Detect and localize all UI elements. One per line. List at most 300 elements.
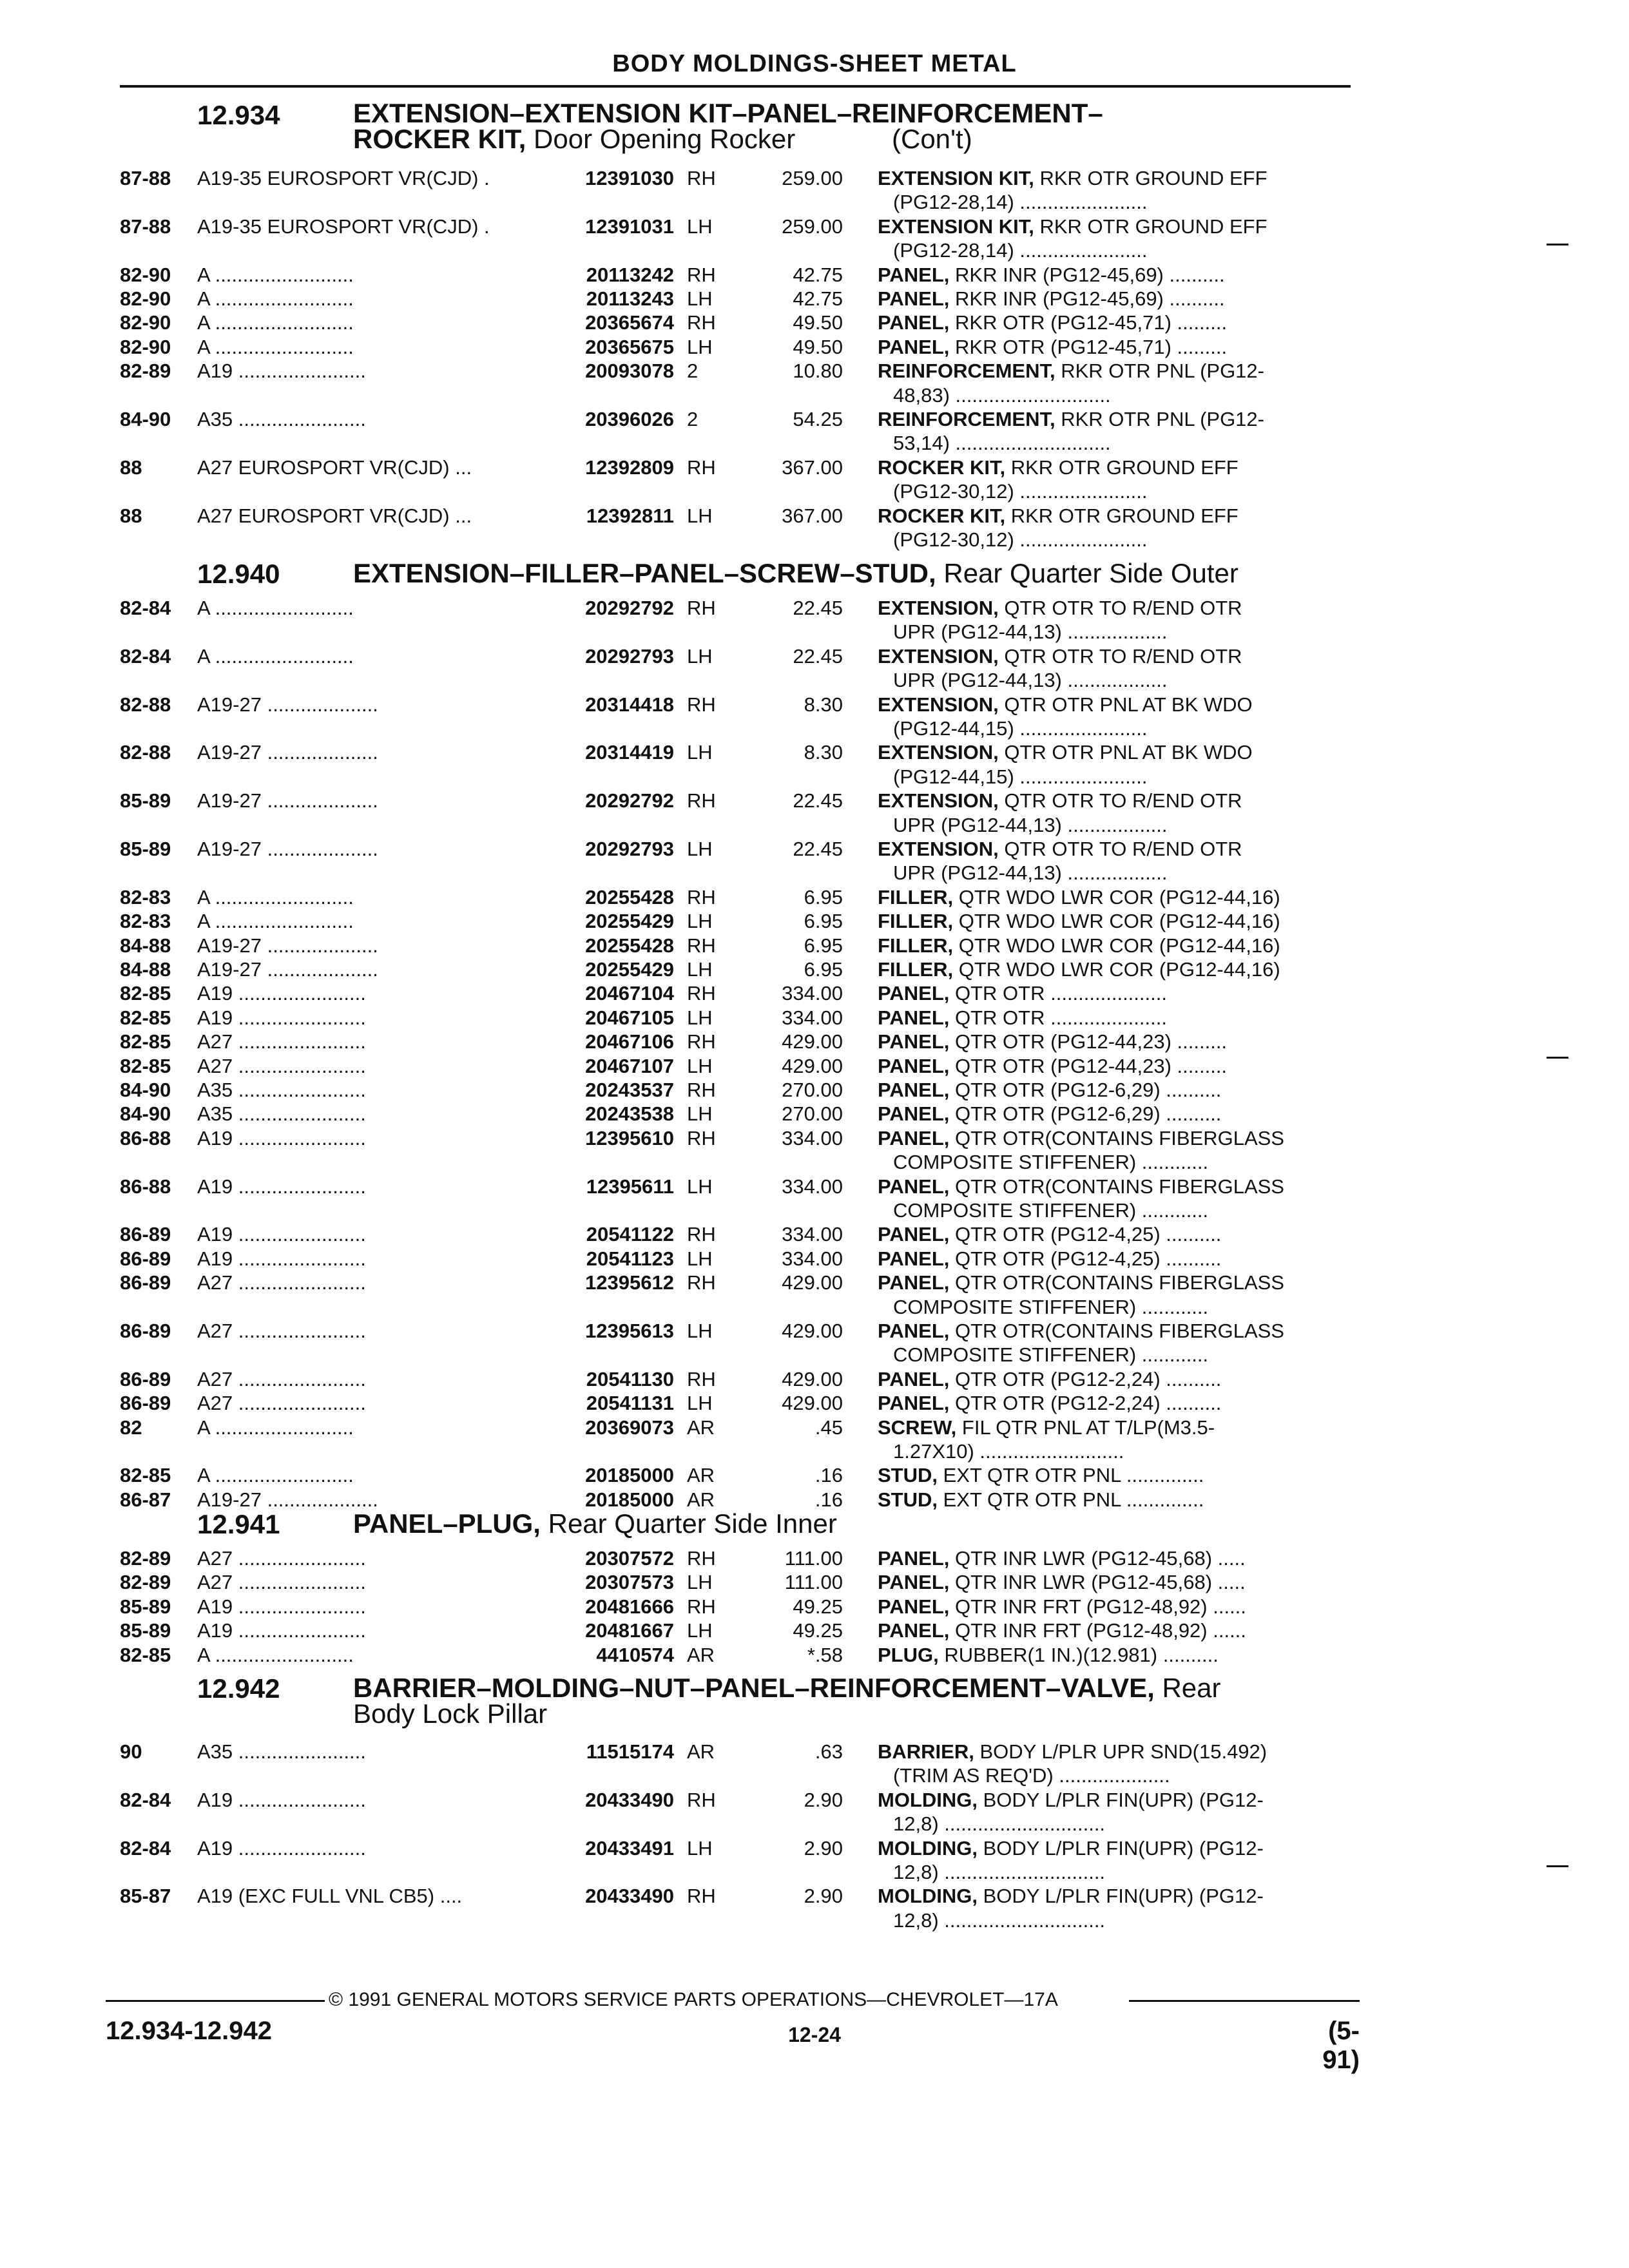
part-detail: QTR OTR(CONTAINS FIBERGLASS <box>949 1175 1284 1198</box>
model-year: 82-90 <box>120 311 171 334</box>
part-name: EXTENSION, <box>878 838 999 860</box>
quantity: AR <box>687 1416 715 1439</box>
part-description <box>878 1570 1342 1595</box>
model-year: 82-88 <box>120 693 171 716</box>
part-detail: QTR OTR TO R/END OTR <box>998 838 1242 860</box>
model-code: A ......................... <box>197 910 354 933</box>
part-number: 20255429 <box>585 958 674 981</box>
section-number: 12.941 <box>197 1509 280 1539</box>
part-detail: QTR INR LWR (PG12-45,68) ..... <box>949 1547 1246 1570</box>
part-description-continued: 1.27X10) .......................... <box>893 1440 1124 1463</box>
model-code: A19-27 .................... <box>197 1488 378 1511</box>
part-name: EXTENSION, <box>878 597 999 619</box>
price: *.58 <box>807 1643 843 1666</box>
part-name: EXTENSION, <box>878 789 999 812</box>
part-number: 20185000 <box>585 1488 674 1511</box>
part-number: 12391031 <box>585 215 674 238</box>
part-description <box>878 1126 1342 1151</box>
part-description <box>878 1488 1342 1512</box>
part-description-continued: UPR (PG12-44,13) .................. <box>893 861 1168 885</box>
price: 367.00 <box>782 456 843 479</box>
quantity: RH <box>687 311 716 334</box>
part-detail: QTR OTR TO R/END OTR <box>998 644 1242 668</box>
part-number: 20541131 <box>586 1392 674 1415</box>
price: 22.45 <box>793 597 843 619</box>
part-description <box>878 311 1342 335</box>
model-code: A19-27 .................... <box>197 838 378 860</box>
part-description-continued: (PG12-30,12) ....................... <box>893 528 1148 551</box>
part-number: 20243538 <box>585 1102 674 1126</box>
part-detail: EXT QTR OTR PNL .............. <box>938 1488 1204 1511</box>
model-year: 87-88 <box>120 215 171 238</box>
model-code: A ......................... <box>197 263 354 286</box>
part-name: STUD, <box>878 1464 938 1487</box>
part-number: 20314419 <box>585 741 674 764</box>
section-title-bold: BARRIER–MOLDING–NUT–PANEL–REINFORCEMENT–VALVE, <box>353 1673 1155 1703</box>
quantity: LH <box>687 1247 713 1270</box>
part-description <box>878 1030 1342 1054</box>
part-description <box>878 740 1342 765</box>
model-code: A ......................... <box>197 335 354 358</box>
section-number: 12.940 <box>197 559 280 589</box>
price: .16 <box>815 1464 843 1487</box>
quantity: RH <box>687 1885 716 1908</box>
part-detail: QTR WDO LWR COR (PG12-44,16) <box>953 934 1280 957</box>
part-detail: QTR OTR(CONTAINS FIBERGLASS <box>949 1320 1284 1342</box>
model-code: A19 ....................... <box>197 1175 366 1198</box>
model-code: A19 ....................... <box>197 360 366 383</box>
part-detail: QTR OTR (PG12-4,25) .......... <box>949 1247 1222 1270</box>
part-number: 20467105 <box>585 1006 674 1029</box>
model-year: 82-85 <box>120 1643 171 1666</box>
margin-mark <box>1547 1865 1568 1867</box>
quantity: RH <box>687 597 716 619</box>
price: 54.25 <box>793 408 843 430</box>
part-detail: BODY L/PLR UPR SND(15.492) <box>974 1740 1268 1763</box>
part-name: EXTENSION KIT, <box>878 167 1034 189</box>
part-number: 12395613 <box>585 1320 674 1342</box>
part-number: 20255428 <box>585 885 674 908</box>
part-detail: RKR OTR GROUND EFF <box>1005 456 1239 479</box>
part-description <box>878 1884 1342 1908</box>
part-description <box>878 166 1342 191</box>
price: 2.90 <box>804 1788 843 1811</box>
model-code: A19 ....................... <box>197 1788 366 1811</box>
model-code: A19-27 .................... <box>197 741 378 764</box>
part-description <box>878 885 1342 910</box>
part-name: PANEL, <box>878 1030 950 1053</box>
part-description <box>878 909 1342 934</box>
section-subtitle <box>353 124 972 154</box>
quantity: RH <box>687 1547 716 1570</box>
price: 42.75 <box>793 287 843 310</box>
part-detail: QTR WDO LWR COR (PG12-44,16) <box>953 910 1280 933</box>
part-detail: QTR OTR (PG12-4,25) .......... <box>949 1223 1222 1246</box>
part-number: 20255429 <box>585 910 674 933</box>
part-description <box>878 1222 1342 1247</box>
part-description <box>878 1619 1342 1643</box>
quantity: LH <box>687 838 713 860</box>
part-detail: RKR OTR PNL (PG12- <box>1055 360 1264 383</box>
model-code: A ......................... <box>197 1416 354 1439</box>
part-description <box>878 1054 1342 1079</box>
model-code: A19 (EXC FULL VNL CB5) .... <box>197 1885 463 1908</box>
part-detail: EXT QTR OTR PNL .............. <box>938 1464 1204 1487</box>
quantity: LH <box>687 741 713 764</box>
quantity: LH <box>687 1175 713 1198</box>
footer-page-number: 12-24 <box>788 2023 841 2046</box>
model-year: 88 <box>120 504 142 527</box>
model-year: 82-85 <box>120 1030 171 1053</box>
part-description-continued: (PG12-30,12) ....................... <box>893 480 1148 503</box>
section-title-bold: EXTENSION–EXTENSION KIT–PANEL–REINFORCEMENT– <box>353 98 1103 128</box>
model-year: 82-84 <box>120 597 171 619</box>
part-number: 20541122 <box>586 1223 674 1246</box>
part-number: 20093078 <box>585 360 674 383</box>
model-code: A19-35 EUROSPORT VR(CJD) . <box>197 167 490 189</box>
model-code: A35 ....................... <box>197 1079 366 1101</box>
section-number: 12.934 <box>197 100 280 130</box>
model-code: A19 ....................... <box>197 1223 366 1246</box>
part-name: PANEL, <box>878 1006 950 1029</box>
part-number: 12395612 <box>585 1271 674 1294</box>
part-detail: QTR OTR (PG12-44,23) ......... <box>949 1054 1228 1077</box>
model-code: A19 ....................... <box>197 1247 366 1270</box>
part-detail: RKR INR (PG12-45,69) .......... <box>949 263 1225 286</box>
header-rule <box>120 85 1351 88</box>
quantity: LH <box>687 1320 713 1342</box>
model-code: A19 ....................... <box>197 1006 366 1029</box>
part-number: 20467106 <box>585 1030 674 1053</box>
part-name: FILLER, <box>878 885 954 908</box>
model-code: A35 ....................... <box>197 1740 366 1763</box>
model-year: 86-89 <box>120 1392 171 1415</box>
part-detail: RKR OTR GROUND EFF <box>1005 504 1239 527</box>
part-detail: QTR INR FRT (PG12-48,92) ...... <box>949 1595 1246 1618</box>
part-detail: QTR OTR (PG12-2,24) .......... <box>949 1367 1222 1390</box>
model-code: A ......................... <box>197 287 354 310</box>
part-name: PANEL, <box>878 335 950 358</box>
part-description <box>878 1788 1342 1812</box>
part-description <box>878 934 1342 958</box>
part-name: FILLER, <box>878 910 954 933</box>
part-description-continued: 12,8) ............................. <box>893 1908 1106 1932</box>
part-detail: FIL QTR PNL AT T/LP(M3.5- <box>956 1416 1215 1439</box>
quantity: RH <box>687 789 716 812</box>
part-detail: QTR OTR(CONTAINS FIBERGLASS <box>949 1271 1284 1294</box>
price: 429.00 <box>782 1054 843 1077</box>
part-description-continued: 53,14) ............................ <box>893 432 1111 455</box>
model-year: 82-89 <box>120 1571 171 1594</box>
quantity: AR <box>687 1488 715 1511</box>
quantity: LH <box>687 1102 713 1126</box>
model-year: 86-89 <box>120 1247 171 1270</box>
model-code: A19 ....................... <box>197 982 366 1005</box>
quantity: LH <box>687 504 713 527</box>
part-number: 12391030 <box>585 167 674 189</box>
price: 6.95 <box>804 910 843 933</box>
part-number: 20113242 <box>586 263 674 286</box>
model-year: 82-83 <box>120 885 171 908</box>
part-number: 11515174 <box>586 1740 674 1763</box>
section-title <box>353 1508 837 1539</box>
model-code: A19-27 .................... <box>197 789 378 812</box>
footer-rule-left <box>106 2000 325 2002</box>
quantity: LH <box>687 910 713 933</box>
part-number: 20292793 <box>585 838 674 860</box>
model-year: 82-83 <box>120 910 171 933</box>
model-year: 82-90 <box>120 335 171 358</box>
price: 6.95 <box>804 934 843 957</box>
part-name: PLUG, <box>878 1643 939 1666</box>
part-detail: RKR OTR (PG12-45,71) ......... <box>949 311 1228 334</box>
model-year: 82-85 <box>120 982 171 1005</box>
price: 429.00 <box>782 1030 843 1053</box>
model-year: 82-85 <box>120 1464 171 1487</box>
model-year: 86-89 <box>120 1271 171 1294</box>
part-name: PANEL, <box>878 1079 950 1101</box>
part-name: PANEL, <box>878 1247 950 1270</box>
part-description <box>878 596 1342 620</box>
section-title-normal: Rear <box>1154 1673 1221 1703</box>
quantity: LH <box>687 335 713 358</box>
quantity: RH <box>687 885 716 908</box>
part-name: PANEL, <box>878 1547 950 1570</box>
price: 270.00 <box>782 1102 843 1126</box>
part-description-continued: COMPOSITE STIFFENER) ............ <box>893 1343 1209 1367</box>
price: 334.00 <box>782 982 843 1005</box>
quantity: RH <box>687 167 716 189</box>
part-number: 20255428 <box>585 934 674 957</box>
model-code: A19 ....................... <box>197 1619 366 1642</box>
part-number: 20243537 <box>585 1079 674 1101</box>
part-description <box>878 837 1342 861</box>
price: 259.00 <box>782 167 843 189</box>
quantity: RH <box>687 263 716 286</box>
model-year: 85-87 <box>120 1885 171 1908</box>
part-name: ROCKER KIT, <box>878 456 1006 479</box>
quantity: RH <box>687 934 716 957</box>
margin-mark <box>1547 1057 1568 1059</box>
part-number: 20541123 <box>586 1247 674 1270</box>
part-description <box>878 1367 1342 1392</box>
model-code: A19 ....................... <box>197 1595 366 1618</box>
section-title <box>353 558 1239 588</box>
part-number: 20365674 <box>585 311 674 334</box>
part-description <box>878 1595 1342 1619</box>
part-detail: QTR OTR (PG12-6,29) .......... <box>949 1079 1222 1101</box>
part-description-continued: COMPOSITE STIFFENER) ............ <box>893 1199 1209 1222</box>
quantity: LH <box>687 287 713 310</box>
price: 259.00 <box>782 215 843 238</box>
model-year: 82-85 <box>120 1054 171 1077</box>
model-code: A35 ....................... <box>197 408 366 430</box>
part-name: PANEL, <box>878 287 950 310</box>
price: 49.50 <box>793 335 843 358</box>
part-description-continued: (PG12-28,14) ....................... <box>893 191 1148 214</box>
model-code: A ......................... <box>197 597 354 619</box>
price: 2.90 <box>804 1836 843 1860</box>
price: .63 <box>815 1740 843 1763</box>
part-description-continued: (TRIM AS REQ'D) .................... <box>893 1764 1170 1787</box>
part-description-continued: COMPOSITE STIFFENER) ............ <box>893 1295 1209 1318</box>
price: 429.00 <box>782 1367 843 1390</box>
price: 8.30 <box>804 741 843 764</box>
model-year: 84-90 <box>120 1079 171 1101</box>
price: 270.00 <box>782 1079 843 1101</box>
model-year: 86-89 <box>120 1367 171 1390</box>
part-number: 20292792 <box>585 789 674 812</box>
section-subtitle-normal: Door Opening Rocker <box>526 124 796 154</box>
part-detail: QTR OTR(CONTAINS FIBERGLASS <box>949 1126 1284 1149</box>
price: 6.95 <box>804 958 843 981</box>
part-name: EXTENSION, <box>878 693 999 716</box>
price: 2.90 <box>804 1885 843 1908</box>
model-year: 84-88 <box>120 934 171 957</box>
part-detail: QTR OTR TO R/END OTR <box>998 789 1242 812</box>
quantity: 2 <box>687 408 699 430</box>
part-detail: QTR OTR (PG12-6,29) .......... <box>949 1102 1222 1126</box>
section-title-bold: EXTENSION–FILLER–PANEL–SCREW–STUD, <box>353 558 936 588</box>
part-description <box>878 1643 1342 1667</box>
part-name: PANEL, <box>878 1571 950 1594</box>
quantity: LH <box>687 1054 713 1077</box>
model-code: A27 ....................... <box>197 1030 366 1053</box>
model-year: 86-89 <box>120 1320 171 1342</box>
price: 22.45 <box>793 644 843 668</box>
quantity: RH <box>687 1126 716 1149</box>
model-year: 86-88 <box>120 1175 171 1198</box>
part-detail: QTR OTR PNL AT BK WDO <box>998 693 1253 716</box>
price: 334.00 <box>782 1247 843 1270</box>
quantity: LH <box>687 1836 713 1860</box>
part-number: 20396026 <box>585 408 674 430</box>
part-description <box>878 504 1342 528</box>
part-number: 20541130 <box>586 1367 674 1390</box>
section-title <box>353 1675 1220 1701</box>
model-year: 82-90 <box>120 263 171 286</box>
part-description-continued: COMPOSITE STIFFENER) ............ <box>893 1151 1209 1174</box>
part-description <box>878 981 1342 1006</box>
price: 49.25 <box>793 1619 843 1642</box>
model-code: A27 EUROSPORT VR(CJD) ... <box>197 456 472 479</box>
part-description-continued: (PG12-28,14) ....................... <box>893 239 1148 262</box>
part-name: PANEL, <box>878 1126 950 1149</box>
part-name: PANEL, <box>878 982 950 1005</box>
model-year: 82-89 <box>120 360 171 383</box>
quantity: LH <box>687 1571 713 1594</box>
part-description <box>878 1391 1342 1416</box>
part-description <box>878 263 1342 287</box>
part-detail: QTR INR LWR (PG12-45,68) ..... <box>949 1571 1246 1594</box>
model-year: 87-88 <box>120 167 171 189</box>
price: 10.80 <box>793 360 843 383</box>
part-number: 20467107 <box>585 1054 674 1077</box>
price: 111.00 <box>784 1571 843 1594</box>
price: .16 <box>815 1488 843 1511</box>
part-number: 20292792 <box>585 597 674 619</box>
quantity: RH <box>687 1367 716 1390</box>
quantity: RH <box>687 456 716 479</box>
part-description <box>878 1463 1342 1488</box>
part-number: 12392811 <box>586 504 674 527</box>
quantity: LH <box>687 1006 713 1029</box>
quantity: 2 <box>687 360 699 383</box>
part-description <box>878 335 1342 360</box>
part-number: 12395610 <box>585 1126 674 1149</box>
price: 49.50 <box>793 311 843 334</box>
price: 22.45 <box>793 838 843 860</box>
part-name: PANEL, <box>878 1223 950 1246</box>
model-code: A ......................... <box>197 311 354 334</box>
part-name: REINFORCEMENT, <box>878 360 1055 383</box>
part-description <box>878 957 1342 982</box>
part-name: ROCKER KIT, <box>878 504 1006 527</box>
model-code: A19 ....................... <box>197 1126 366 1149</box>
model-code: A19-27 .................... <box>197 693 378 716</box>
part-name: PANEL, <box>878 1595 950 1618</box>
part-description <box>878 1546 1342 1571</box>
price: 334.00 <box>782 1223 843 1246</box>
model-code: A27 ....................... <box>197 1392 366 1415</box>
part-number: 12392809 <box>585 456 674 479</box>
model-year: 82-89 <box>120 1547 171 1570</box>
part-description <box>878 1006 1342 1030</box>
price: 334.00 <box>782 1006 843 1029</box>
price: .45 <box>815 1416 843 1439</box>
model-year: 90 <box>120 1740 142 1763</box>
part-description <box>878 693 1342 717</box>
part-name: MOLDING, <box>878 1885 978 1908</box>
model-year: 82-84 <box>120 644 171 668</box>
part-description <box>878 789 1342 813</box>
price: 429.00 <box>782 1320 843 1342</box>
section-title-bold: PANEL–PLUG, <box>353 1508 541 1539</box>
model-code: A27 EUROSPORT VR(CJD) ... <box>197 504 472 527</box>
model-year: 84-90 <box>120 408 171 430</box>
section-title <box>353 98 1103 128</box>
part-name: PANEL, <box>878 263 950 286</box>
quantity: AR <box>687 1643 715 1666</box>
quantity: LH <box>687 958 713 981</box>
model-code: A19-27 .................... <box>197 958 378 981</box>
model-year: 82-84 <box>120 1788 171 1811</box>
model-code: A27 ....................... <box>197 1320 366 1342</box>
footer-date: (5-91) <box>1322 2017 1360 2074</box>
model-code: A19-27 .................... <box>197 934 378 957</box>
model-year: 85-89 <box>120 838 171 860</box>
part-number: 20185000 <box>585 1464 674 1487</box>
model-year: 84-90 <box>120 1102 171 1126</box>
part-description <box>878 456 1342 480</box>
quantity: LH <box>687 215 713 238</box>
part-number: 20481667 <box>585 1619 674 1642</box>
price: 367.00 <box>782 504 843 527</box>
model-code: A ......................... <box>197 885 354 908</box>
part-description-continued: 48,83) ............................ <box>893 383 1111 407</box>
model-year: 85-89 <box>120 1595 171 1618</box>
part-name: PANEL, <box>878 1367 950 1390</box>
part-detail: QTR OTR (PG12-2,24) .......... <box>949 1392 1222 1415</box>
quantity: AR <box>687 1464 715 1487</box>
part-description <box>878 1078 1342 1102</box>
part-number: 20369073 <box>585 1416 674 1439</box>
quantity: LH <box>687 644 713 668</box>
part-number: 4410574 <box>596 1643 674 1666</box>
model-year: 85-89 <box>120 1619 171 1642</box>
part-detail: RUBBER(1 IN.)(12.981) .......... <box>938 1643 1219 1666</box>
part-description <box>878 359 1342 383</box>
